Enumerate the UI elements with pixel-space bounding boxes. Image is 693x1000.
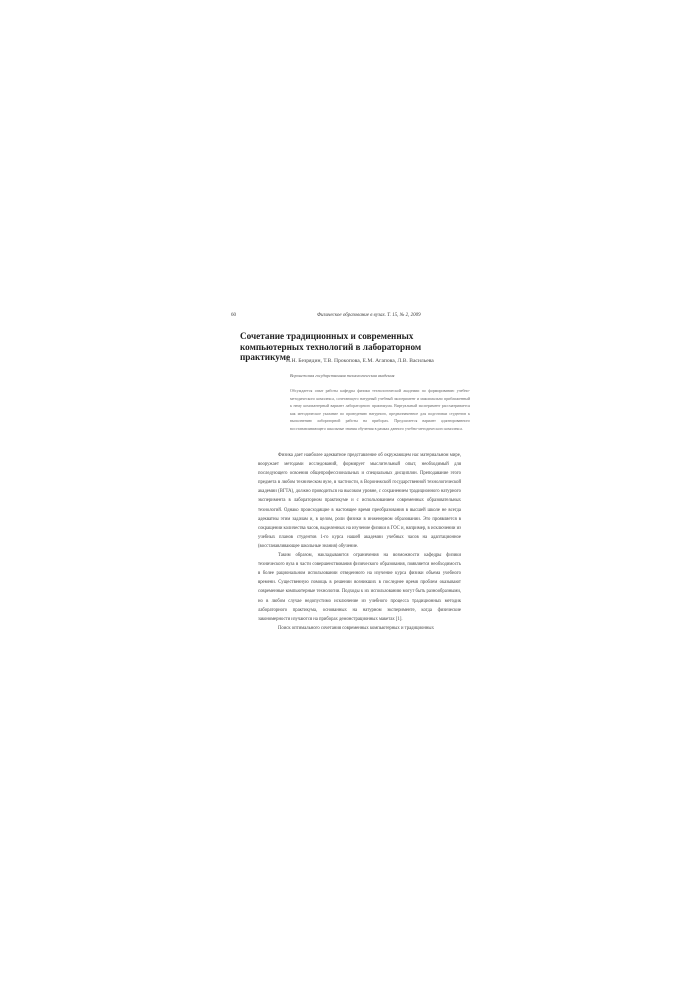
title-line-1: Сочетание традиционных и современных <box>240 331 414 341</box>
journal-citation: Физическое образование в вузах. Т. 15, № 2, 2009 <box>317 313 421 318</box>
body-paragraph-1: Физика дает наиболее адекватное представление об окружающем нас материальном мире, вооружает методами исследований, формирует мыслительный опыт, необходимый для последующего освоения общепрофессиональных и специальных дисциплин. Преподавание этого предмета в любом техническом вузе, в частности, в Воронежской государственной технологической академии (ВГТА), должно проводиться на высоком уровне, с сохранением традиционного натурного эксперимента в лабораторном практикуме и с использованием современных образовательных технологий. Однако происходящие в настоящее время преобразования в высшей школе не всегда адекватны этим задачам и, в целом, роли физики в инженерном образовании. Это проявляется в сокращении количества часов, выделенных на изучение физики в ГОС и, например, в исключении из учебных планов студентов 1-го курса нашей академии учебных часов на адаптационное (восстанавливающее школьные знания) обучение. <box>258 453 461 549</box>
body-paragraph-3: Поиск оптимального сочетания современных компьютерных и традиционных <box>278 625 434 631</box>
body-paragraph-2: Таким образом, накладываются ограничения на возможности кафедры физики технического вуза в части совершенствования физического образования, появляется необходимость в более рациональном использовании отведенного на изучение курса физики объема учебного времени. Существенную помощь в решении возникших в последнее время проблем оказывают современные компьютерные технологии. Подходы к их использованию могут быть разнообразными, но в любом случае недопустимо исключение из учебного процесса традиционных методик лабораторного практикума, основанных на натурном эксперименте, когда физические закономерности изучаются на приборах демонстрационных макетах [1]. <box>258 553 461 622</box>
page-number: 60 <box>231 313 236 318</box>
running-header <box>231 313 467 325</box>
title-line-2: компьютерных технологий в лабораторном практикуме <box>240 341 422 362</box>
abstract: Обсуждается опыт работы кафедры физики технологической академии по формированию учебно-методического комплекса, сочетающего натурный учебный эксперимент и максимально приближенный к нему компьютерный вариант лабораторного практикума. Виртуальный эксперимент рассматривается как методическое указание по проведению натурного, предназначенное для подготовки студентов к выполнению лабораторной работы на приборах. Предлагается вариант адаптированного восстанавливающего школьные знания обучения в рамках данного учебно-методического комплекса. <box>290 388 470 431</box>
article-body <box>258 451 461 633</box>
affiliation: Воронежская государственная технологическая академия <box>290 373 395 378</box>
authors: Н.Н. Безрядин, Т.В. Прокопова, Е.М. Агапова, Л.В. Васильева <box>286 358 434 364</box>
